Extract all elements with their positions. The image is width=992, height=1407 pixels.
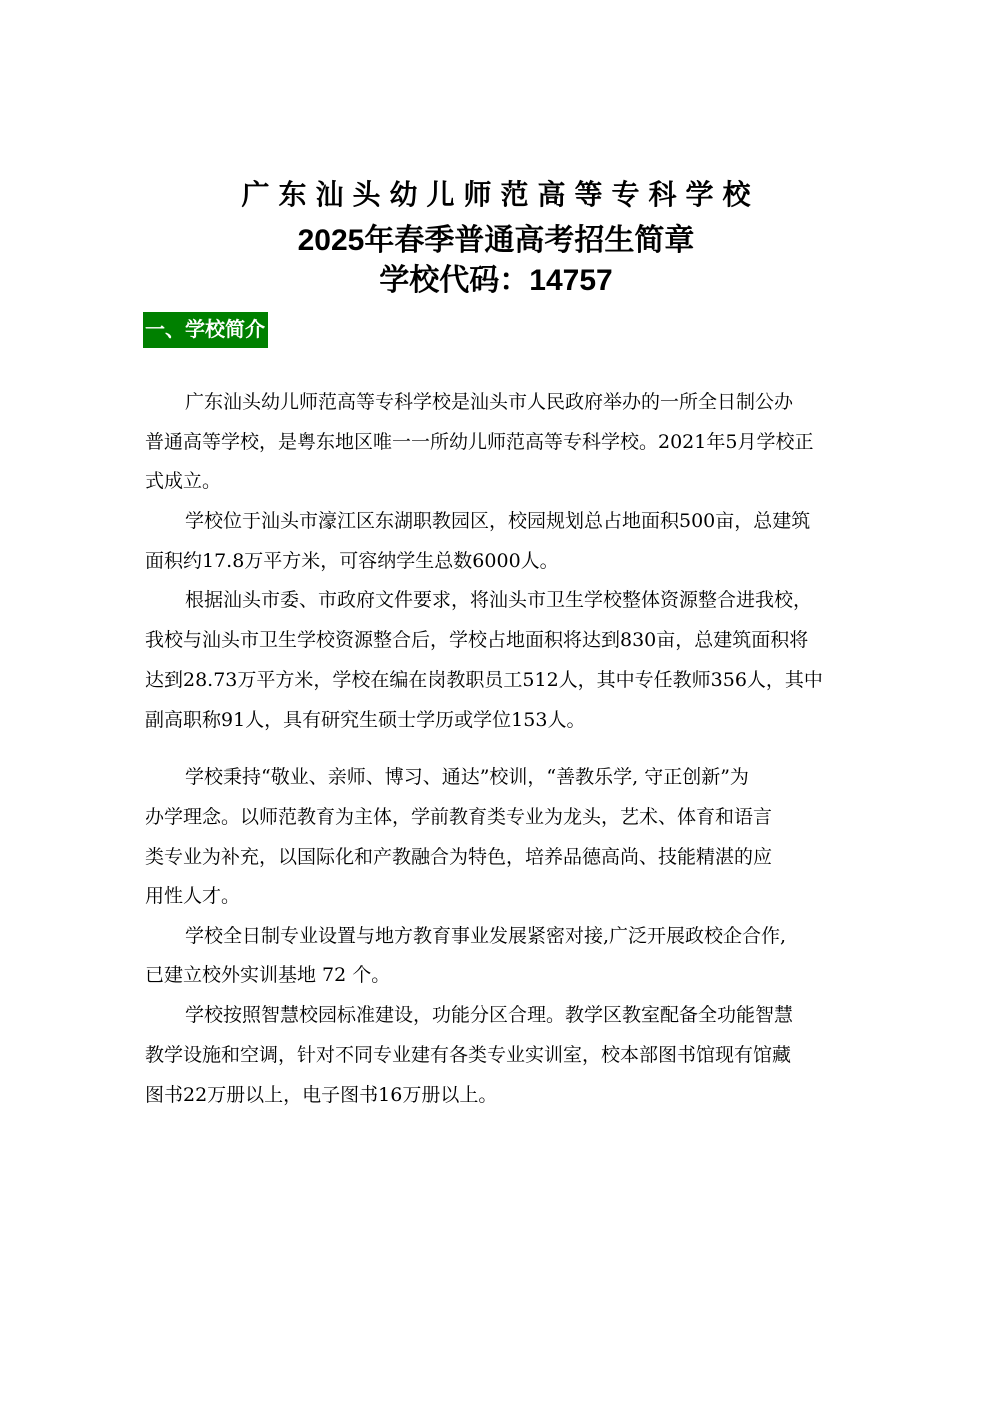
paragraph-line: 用性人才。 bbox=[145, 885, 241, 907]
paragraph-line: 副高职称91人，具有研究生硕士学历或学位153人。 bbox=[145, 709, 586, 731]
paragraph-line: 根据汕头市委、市政府文件要求，将汕头市卫生学校整体资源整合进我校， bbox=[185, 589, 813, 611]
paragraph-line: 达到28.73万平方米，学校在编在岗教职员工512人，其中专任教师356人，其中 bbox=[145, 669, 823, 691]
paragraph-line: 图书22万册以上，电子图书16万册以上。 bbox=[145, 1084, 498, 1106]
school-code-title: 学校代码：14757 bbox=[379, 264, 613, 297]
paragraph-line: 我校与汕头市卫生学校资源整合后，学校占地面积将达到830亩，总建筑面积将 bbox=[145, 629, 809, 651]
paragraph-line: 式成立。 bbox=[145, 470, 222, 492]
paragraph-line: 教学设施和空调，针对不同专业建有各类专业实训室，校本部图书馆现有馆藏 bbox=[145, 1044, 792, 1066]
paragraph-line: 类专业为补充，以国际化和产教融合为特色，培养品德高尚、技能精湛的应 bbox=[145, 846, 773, 868]
paragraph-line: 办学理念。以师范教育为主体，学前教育类专业为龙头，艺术、体育和语言 bbox=[145, 806, 773, 828]
admission-brochure-title: 2025年春季普通高考招生简章 bbox=[297, 224, 695, 257]
paragraph-line: 学校按照智慧校园标准建设，功能分区合理。教学区教室配备全功能智慧 bbox=[185, 1004, 794, 1026]
school-name-title: 广东汕头幼儿师范高等专科学校 bbox=[241, 178, 760, 211]
paragraph-line: 已建立校外实训基地 72 个。 bbox=[145, 964, 391, 986]
paragraph-line: 面积约17.8万平方米，可容纳学生总数6000人。 bbox=[145, 550, 559, 572]
paragraph-line: 学校位于汕头市濠江区东湖职教园区，校园规划总占地面积500亩，总建筑 bbox=[185, 510, 811, 532]
paragraph-line: 学校全日制专业设置与地方教育事业发展紧密对接,广泛开展政校企合作, bbox=[185, 925, 787, 947]
paragraph-line: 广东汕头幼儿师范高等专科学校是汕头市人民政府举办的一所全日制公办 bbox=[185, 391, 794, 413]
paragraph-line: 学校秉持“敬业、亲师、博习、通达”校训，“善教乐学, 守正创新”为 bbox=[185, 766, 749, 788]
paragraph-line: 普通高等学校，是粤东地区唯一一所幼儿师范高等专科学校。2021年5月学校正 bbox=[145, 431, 814, 453]
section-heading-school-intro: 一、学校简介 bbox=[143, 312, 268, 348]
